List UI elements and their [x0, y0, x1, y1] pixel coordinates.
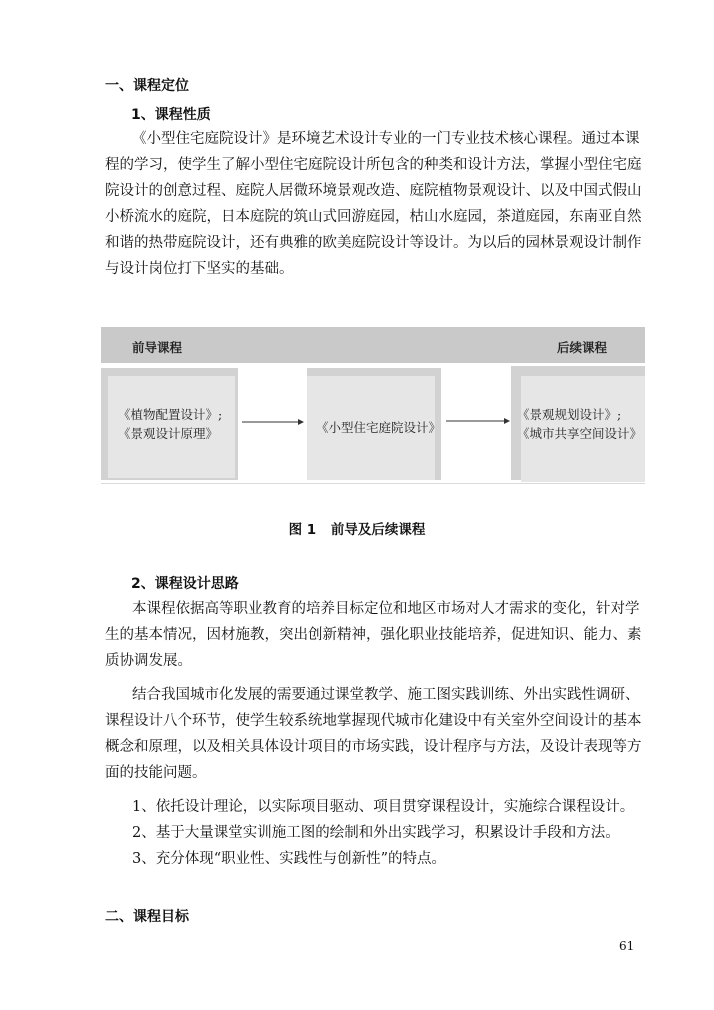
text-line: 概念和原理，以及相关具体设计项目的市场实践，设计程序与方法，及设计表现等方: [105, 739, 642, 755]
list-item: 2、基于大量课堂实训施工图的绘制和外出实践学习，积累设计手段和方法。: [132, 825, 620, 841]
figure-number: 图 1: [288, 522, 317, 538]
figure-divider: [101, 483, 645, 484]
subsection-1-2-title: 2、课程设计思路: [131, 576, 239, 592]
design-idea-paragraph-2: [105, 682, 645, 786]
prerequisite-label: 前导课程: [132, 340, 183, 355]
text-line: 质协调发展。: [105, 653, 192, 669]
prerequisite-courses: [118, 405, 222, 443]
figure-title: 前导及后续课程: [330, 522, 426, 538]
figure-header-band: [101, 327, 645, 363]
current-course: 《小型住宅庭院设计》: [316, 420, 442, 435]
section-2-title: 二、课程目标: [105, 909, 189, 925]
arrow-right-icon: [240, 416, 306, 428]
design-idea-paragraph-1: [105, 596, 645, 674]
design-idea-list: [105, 794, 645, 872]
page-number: 61: [619, 939, 635, 953]
arrow-right-icon: [444, 415, 512, 427]
section-1-title: 一、课程定位: [105, 78, 189, 94]
course-nature-paragraph: [105, 126, 645, 282]
text-line: 与设计岗位打下坚实的基础。: [105, 261, 294, 277]
course-name: 《植物配置设计》;: [118, 407, 223, 422]
text-line: 小桥流水的庭院，日本庭院的筑山式回游庭园，枯山水庭园，茶道庭园，东南亚自然: [105, 209, 642, 225]
text-line: 生的基本情况，因材施教，突出创新精神，强化职业技能培养，促进知识、能力、素: [105, 627, 642, 643]
text-line: 院设计的创意过程、庭院人居微环境景观改造、庭院植物景观设计、以及中国式假山: [105, 183, 642, 199]
course-name: 《景观规划设计》;: [517, 407, 622, 422]
text-line: 本课程依据高等职业教育的培养目标定位和地区市场对人才需求的变化，针对学: [132, 601, 640, 617]
figure-caption: [0, 518, 714, 538]
followup-label: 后续课程: [557, 340, 608, 355]
subsection-1-1-title: 1、课程性质: [131, 107, 211, 123]
followup-courses: [517, 405, 642, 443]
text-line: 和谐的热带庭院设计，还有典雅的欧美庭院设计等设计。为以后的园林景观设计制作: [105, 235, 642, 251]
text-line: 程的学习，使学生了解小型住宅庭院设计所包含的种类和设计方法，掌握小型住宅庭: [105, 157, 642, 173]
text-line: 《小型住宅庭院设计》是环境艺术设计专业的一门专业技术核心课程。通过本课: [132, 131, 640, 147]
text-line: 课程设计八个环节，使学生较系统地掌握现代城市化建设中有关室外空间设计的基本: [105, 713, 642, 729]
text-line: 面的技能问题。: [105, 765, 207, 781]
text-line: 结合我国城市化发展的需要通过课堂教学、施工图实践训练、外出实践性调研、: [132, 687, 640, 703]
course-name: 《景观设计原理》: [118, 426, 219, 441]
list-item: 1、依托设计理论，以实际项目驱动、项目贯穿课程设计，实施综合课程设计。: [132, 799, 635, 815]
course-name: 《城市共享空间设计》: [517, 426, 643, 441]
list-item: 3、充分体现“职业性、实践性与创新性”的特点。: [132, 851, 447, 867]
